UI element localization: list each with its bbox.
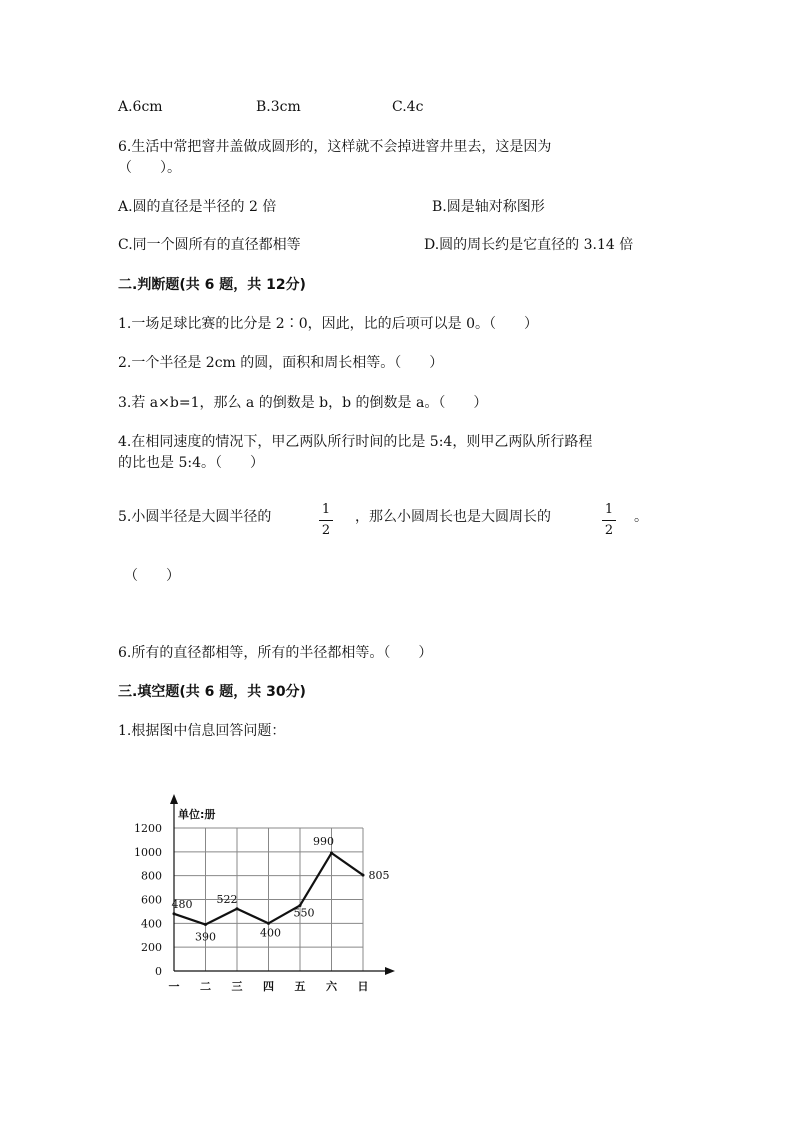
judge-q5-paren: （ ） — [124, 568, 180, 584]
y-tick-label: 800 — [141, 869, 162, 883]
data-point — [362, 874, 365, 877]
data-point — [267, 922, 270, 925]
data-point — [173, 912, 176, 915]
x-tick-label: 二 — [200, 980, 211, 993]
y-tick-label: 400 — [141, 917, 162, 931]
q6-option-b: B.圆是轴对称图形 — [432, 199, 545, 215]
judge-q2: 2.一个半径是 2cm 的圆，面积和周长相等。（ ） — [118, 355, 444, 371]
x-tick-label: 日 — [357, 980, 369, 993]
data-point — [330, 852, 333, 855]
judge-q5-part1: 5.小圆半径是大圆半径的 — [118, 509, 272, 525]
fraction-numerator: 1 — [604, 502, 614, 517]
x-tick-label: 一 — [168, 980, 180, 993]
fraction-denominator: 2 — [321, 523, 331, 538]
option-c: C.4c — [392, 99, 424, 115]
fraction-numerator: 1 — [321, 502, 331, 517]
option-a: A.6cm — [118, 99, 163, 115]
x-tick-label: 四 — [263, 980, 274, 993]
judge-q4-line1: 4.在相同速度的情况下，甲乙两队所行时间的比是 5:4，则甲乙两队所行路程 — [118, 434, 593, 450]
fraction-bar — [602, 520, 616, 521]
fraction-one-half-2 — [602, 502, 616, 539]
judge-q6: 6.所有的直径都相等，所有的半径都相等。（ ） — [118, 645, 433, 661]
q6-option-c: C.同一个圆所有的直径都相等 — [118, 237, 301, 253]
y-axis-label: 单位:册 — [178, 808, 216, 821]
y-tick-label: 1200 — [134, 822, 162, 835]
section-3-title: 三.填空题(共 6 题，共 30分) — [118, 684, 306, 700]
y-axis-arrow — [170, 794, 178, 804]
judge-q1: 1.一场足球比赛的比分是 2∶0，因此，比的后项可以是 0。（ ） — [118, 316, 538, 332]
judge-q5-part2: ，那么小圆周长也是大圆周长的 — [355, 509, 551, 525]
fraction-one-half — [319, 502, 333, 539]
judge-q4-line2: 的比也是 5:4。（ ） — [118, 455, 264, 471]
q6-option-a: A.圆的直径是半径的 2 倍 — [118, 199, 277, 215]
section-2-title: 二.判断题(共 6 题，共 12分) — [118, 277, 306, 293]
fill-q1: 1.根据图中信息回答问题： — [118, 723, 286, 739]
data-label: 400 — [260, 926, 281, 940]
y-tick-label: 200 — [141, 941, 162, 955]
q6-option-d: D.圆的周长约是它直径的 3.14 倍 — [424, 237, 634, 253]
data-point — [236, 907, 239, 910]
x-tick-label: 三 — [231, 980, 243, 993]
x-axis-arrow — [385, 967, 395, 975]
data-label: 480 — [171, 897, 193, 911]
fraction-denominator: 2 — [604, 523, 614, 538]
y-tick-label: 1000 — [134, 845, 162, 859]
question-6-line1: 6.生活中常把窨井盖做成圆形的，这样就不会掉进窨井里去，这是因为 — [118, 139, 552, 155]
y-tick-label: 600 — [141, 893, 162, 907]
data-point — [204, 923, 207, 926]
y-tick-label: 0 — [155, 965, 162, 978]
question-6-line2: （ ）。 — [118, 160, 181, 176]
x-tick-label: 六 — [326, 980, 337, 993]
data-label: 390 — [195, 930, 216, 944]
data-label: 990 — [313, 835, 334, 849]
x-tick-label: 五 — [294, 980, 306, 993]
data-label: 522 — [216, 892, 238, 906]
data-label: 550 — [293, 906, 315, 920]
line-chart — [134, 792, 402, 1002]
judge-q3: 3.若 a×b=1，那么 a 的倒数是 b，b 的倒数是 a。（ ） — [118, 395, 488, 411]
judge-q5-part3: 。 — [634, 509, 648, 525]
option-b: B.3cm — [256, 99, 301, 115]
fraction-bar — [319, 520, 333, 521]
data-label: 805 — [368, 869, 390, 883]
